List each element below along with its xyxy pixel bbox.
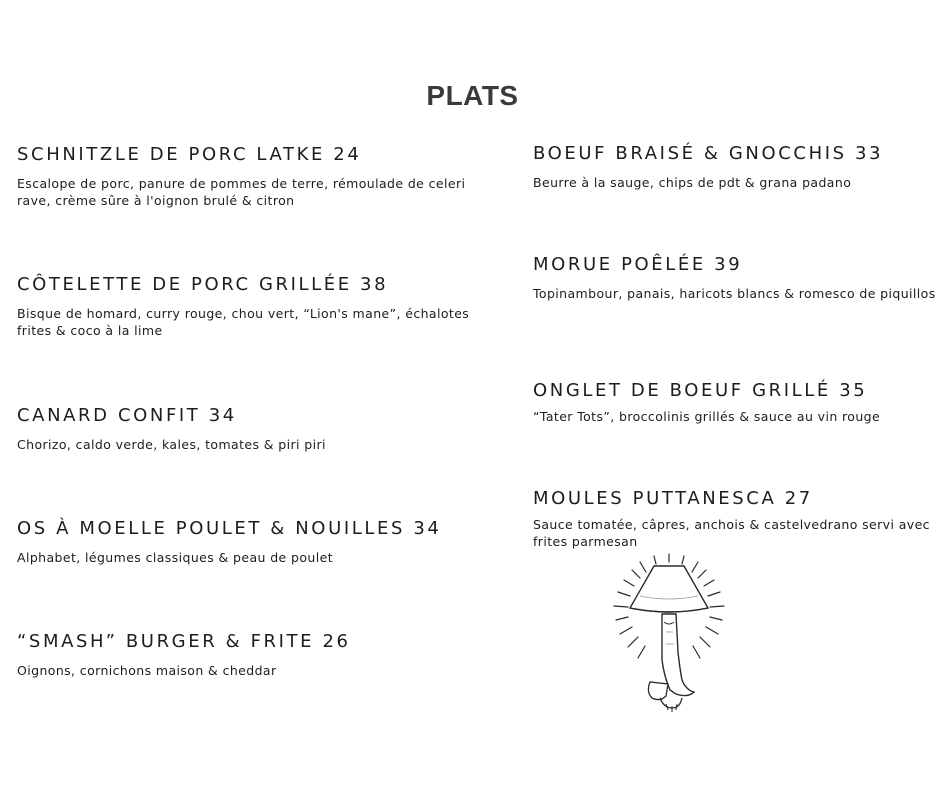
dish-description: Alphabet, légumes classiques & peau de poulet bbox=[17, 550, 333, 565]
dish-description: Bisque de homard, curry rouge, chou vert, “Lion's mane”, échalotes frites & coco à la lime bbox=[17, 306, 470, 338]
dish-name: ONGLET DE BOEUF GRILLÉ 35 bbox=[533, 380, 868, 401]
dish-description: Chorizo, caldo verde, kales, tomates & piri piri bbox=[17, 437, 326, 452]
menu-item-canard bbox=[17, 405, 492, 453]
dish-name: OS À MOELLE POULET & NOUILLES 34 bbox=[17, 518, 442, 539]
dish-description: Beurre à la sauge, chips de pdt & grana padano bbox=[533, 175, 852, 190]
menu-item-morue bbox=[533, 254, 938, 302]
dish-name: CANARD CONFIT 34 bbox=[17, 405, 237, 426]
dish-name: CÔTELETTE DE PORC GRILLÉE 38 bbox=[17, 274, 389, 295]
menu-item-boeuf-braise bbox=[533, 143, 938, 191]
dish-name: SCHNITZLE DE PORC LATKE 24 bbox=[17, 144, 362, 165]
dish-description: Topinambour, panais, haricots blancs & romesco de piquillos bbox=[533, 286, 936, 301]
page-title: PLATS bbox=[426, 80, 519, 111]
menu-item-cotelette bbox=[17, 274, 492, 339]
menu-item-os-a-moelle bbox=[17, 518, 492, 566]
dish-name: “SMASH” BURGER & FRITE 26 bbox=[17, 631, 351, 652]
dish-description: Escalope de porc, panure de pommes de terre, rémoulade de celeri rave, crème sûre à l'oignon brulé & citron bbox=[17, 176, 466, 208]
menu-item-onglet bbox=[533, 380, 938, 425]
leg-lamp-icon bbox=[610, 552, 728, 714]
menu-item-schnitzle bbox=[17, 144, 492, 209]
dish-description: “Tater Tots”, broccolinis grillés & sauce au vin rouge bbox=[533, 409, 881, 424]
menu-item-moules bbox=[533, 488, 938, 550]
dish-name: MOULES PUTTANESCA 27 bbox=[533, 488, 813, 509]
dish-name: MORUE POÊLÉE 39 bbox=[533, 254, 743, 275]
dish-description: Oignons, cornichons maison & cheddar bbox=[17, 663, 277, 678]
dish-name: BOEUF BRAISÉ & GNOCCHIS 33 bbox=[533, 143, 884, 164]
menu-item-smash-burger bbox=[17, 631, 492, 679]
dish-description: Sauce tomatée, câpres, anchois & castelvedrano servi avec frites parmesan bbox=[533, 517, 930, 549]
